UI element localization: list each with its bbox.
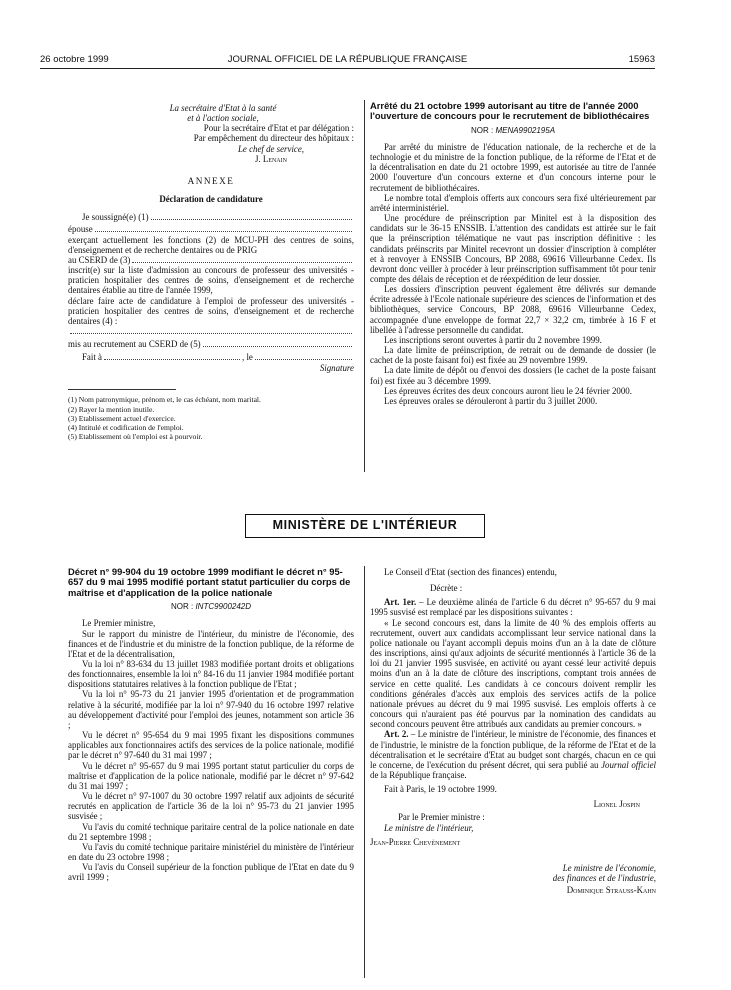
page-header [40, 54, 655, 68]
form-label: , le [242, 352, 253, 363]
paragraph: Vu la loi n° 95-73 du 21 janvier 1995 d'orientation et de programmation relative à la sécurité, modifiée par la loi n° 97-940 du 16 octobre 1997 relative au développement d'activité pour l'emploi des jeunes, notamment son article 36 ; [68, 689, 354, 730]
paragraph: Les dossiers d'inscription peuvent également être délivrés sur demande écrite adressée à l'Ecole nationale supérieure des sciences de l'information et des bibliothèques, service Concours, BP 2088, 69616 Villeurbanne Cedex, accompagnée d'une enveloppe de format 22,7 × 32,2 cm, timbrée à 16 F et libellée à l'adresse personnelle du candidat. [370, 284, 656, 335]
signature-line: Le ministre de l'économie, [562, 862, 656, 873]
article-label: Art. 2. [384, 729, 409, 740]
signature-label: Signature [319, 363, 354, 374]
fill-dots [104, 358, 240, 360]
header-rule [40, 68, 655, 69]
column-divider-top [364, 100, 365, 472]
column-divider-bottom [364, 566, 365, 978]
signature-line: Le ministre de l'intérieur, [384, 822, 474, 833]
form-line-spouse [68, 224, 354, 234]
nor-label: NOR : [470, 125, 494, 135]
paragraph: Sur le rapport du ministre de l'intérieur, du ministre de l'économie, des finances et de l'industrie et du ministre de la fonction publique, de la réforme de l'Etat et de la décentralisation, [68, 628, 354, 659]
form-line-cserd [68, 255, 354, 265]
candidature-section [68, 103, 354, 441]
form-line-recruitment [68, 339, 354, 349]
fait-a-paris: Fait à Paris, le 19 octobre 1999. [384, 784, 497, 795]
form-text-declaration: déclare faire acte de candidature à l'emploi de professeur des universités - praticien hospitalier des centres de soins, d'enseignement et de recherche dentaires (4) : [68, 295, 354, 326]
header-page-number: 15963 [628, 54, 655, 65]
decret-articles [370, 567, 656, 895]
article-text: – Le deuxième alinéa de l'article 6 du décret n° 95-657 du 9 mai 1995 susvisé est remplacé par les dispositions suivantes : [370, 597, 656, 618]
ministry-banner: MINISTÈRE DE L'INTÉRIEUR [245, 514, 485, 538]
form-label: épouse [68, 224, 93, 235]
nor-reference [370, 126, 656, 136]
article-label: Art. 1er. [384, 597, 417, 608]
paragraph: Le nombre total d'emplois offerts aux concours sera fixé ultérieurement par arrêté interministériel. [370, 192, 656, 213]
minister-name: Jean-Pierre Chevènement [370, 836, 461, 847]
paragraph: Vu l'avis du comité technique paritaire ministériel du ministère de l'intérieur en date du 23 octobre 1998 ; [68, 841, 354, 862]
nor-code: MENA9902195A [495, 125, 556, 135]
fill-dots [255, 358, 352, 360]
paragraph: Vu le décret n° 97-1007 du 30 octobre 1997 relatif aux adjoints de sécurité recrutés en application de l'article 36 de la loi n° 95-73 du 21 janvier 1995 susvisée ; [68, 791, 354, 822]
paragraph: Les inscriptions seront ouvertes à partir du 2 novembre 1999. [384, 334, 602, 345]
header-journal-title: JOURNAL OFFICIEL DE LA RÉPUBLIQUE FRANÇAISE [227, 54, 468, 65]
header-date: 26 octobre 1999 [40, 54, 109, 65]
form-line-place-date [68, 352, 354, 362]
paragraph: Par arrêté du ministre de l'éducation nationale, de la recherche et de la technologie et du ministre de la fonction publique, de la réforme de l'Etat et de la décentralisation en date du 21 octobre 1999, est autorisée au titre de l'année 2000 l'ouverture d'un concours externe et d'un concours interne pour le recrutement de bibliothécaires. [370, 141, 656, 193]
decret-police-nationale [68, 567, 354, 882]
signature-line: des finances et de l'industrie, [552, 873, 656, 884]
fill-dots [70, 332, 352, 334]
paragraph: La date limite de dépôt ou d'envoi des dossiers (le cachet de la poste faisant foi) est fixée au 3 décembre 1999. [370, 365, 656, 386]
signature-block [168, 103, 278, 123]
declaration-title: Déclaration de candidature [159, 194, 263, 205]
footnote: (4) Intitulé et codification de l'emploi. [68, 422, 184, 432]
form-line-name [68, 212, 354, 222]
nor-label: NOR : [170, 602, 194, 612]
form-label: Fait à [82, 352, 102, 363]
form-text-functions: exerçant actuellement les fonctions (2) de MCU-PH des centres de soins, d'enseignement et de recherche dentaires ou de PRIG [68, 234, 354, 255]
signature-line: Pour la secrétaire d'Etat et par délégation : [203, 123, 354, 134]
fill-dots [132, 261, 352, 263]
nor-reference [68, 602, 354, 612]
article-text: de la République française. [370, 769, 467, 780]
form-line-blank [68, 332, 354, 336]
paragraph: Une procédure de préinscription par Minitel est à la disposition des candidats sur le 36-15 ENSSIB. L'attention des candidats est attirée sur le fait que la préinscription télématique ne vaut pas inscription définitive : les candidats préinscrits par Minitel recevront un dossier d'inscription à compléter et à renvoyer à ENSSIB Concours, BP 2088, 69616 Villeurbanne Cedex. Ils devront donc veiller à procéder à leur préinscription suffisamment tôt pour tenir compte des délais de réception et de réexpédition de leur dossier. [370, 213, 656, 284]
form-text-listing: inscrit(e) sur la liste d'admission au concours de professeur des universités - praticien hospitalier des centres de soins, d'enseignement et de recherche dentaires établie au titre de l'année 1999, [68, 265, 354, 296]
paragraph: La date limite de préinscription, de retrait ou de demande de dossier (le cachet de la poste faisant foi) est fixée au 29 novembre 1999. [370, 345, 656, 366]
form-label: Je soussigné(e) (1) [82, 212, 149, 223]
article-text: – Le ministre de l'intérieur, le ministre de l'économie, des finances et de l'industrie, le ministre de la fonction publique, de la réforme de l'Etat et de la décentralisation et le secrétaire d'Etat au budget sont chargés, chacun en ce qui le concerne, de l'exécution du présent décret, qui sera publié au [370, 729, 656, 770]
signature-line: La secrétaire d'Etat à la santé [169, 103, 277, 113]
paragraph: Vu le décret n° 95-654 du 9 mai 1995 fixant les dispositions communes applicables aux fonctionnaires actifs des services de la police nationale, modifié par le décret n° 97-640 du 31 mai 1997 ; [68, 730, 354, 761]
fill-dots [151, 218, 352, 220]
signature-line: Par le Premier ministre : [398, 812, 485, 823]
paragraph: Vu le décret n° 95-657 du 9 mai 1995 portant statut particulier du corps de maîtrise et d'application de la police nationale, modifié par le décret n° 97-642 du 31 mai 1997 ; [68, 760, 354, 791]
arrete-bibliothecaires [370, 101, 656, 406]
signatory-name: J. Lenain [255, 153, 287, 164]
footnotes [68, 395, 354, 440]
article-1 [370, 597, 656, 617]
paragraph: Le Conseil d'Etat (section des finances) entendu, [384, 567, 557, 577]
signature-line: et à l'action sociale, [187, 113, 259, 124]
journal-officiel-ref: Journal officiel [601, 759, 656, 770]
minister-name: Dominique Strauss-Kahn [566, 885, 656, 896]
prime-minister-name: Lionel Jospin [593, 799, 640, 810]
paragraph: Vu la loi n° 83-634 du 13 juillet 1983 modifiée portant droits et obligations des fonctionnaires, ensemble la loi n° 84-16 du 11 janvier 1984 modifiée portant dispositions statutaires relatives à la fonction publique de l'Etat ; [68, 659, 354, 690]
notes-rule [68, 389, 176, 390]
footnote: (3) Etablissement actuel d'exercice. [68, 413, 176, 423]
decret-title: Décret n° 99-904 du 19 octobre 1999 modifiant le décret n° 95-657 du 9 mai 1995 modifié portant statut particulier du corps de maîtrise et d'application de la police nationale [68, 566, 351, 598]
paragraph: Le Premier ministre, [82, 618, 156, 629]
signature-line: Par empêchement du directeur des hôpitaux : [193, 133, 354, 144]
footnote: (2) Rayer la mention inutile. [68, 404, 155, 414]
form-label: mis au recrutement au CSERD de (5) [68, 338, 201, 349]
fill-dots [203, 345, 352, 347]
annexe-heading: ANNEXE [187, 175, 235, 186]
signature-line: Le chef de service, [237, 143, 305, 154]
paragraph: Vu l'avis du comité technique paritaire central de la police nationale en date du 21 septembre 1998 ; [68, 821, 354, 842]
arrete-title: Arrêté du 21 octobre 1999 autorisant au titre de l'année 2000 l'ouverture de concours pour le recrutement de bibliothécaires [370, 100, 650, 122]
article-quote: « Le second concours est, dans la limite de 40 % des emplois offerts au recrutement, ouvert aux candidats accomplissant leur service national dans la police nationale ou l'ayant accompli depuis moins d'un an à la date de clôture des inscriptions, ainsi qu'aux adjoints de sécurité mentionnés à l'article 36 de la loi du 21 janvier 1995 susvisée, en activité ou ayant cessé leur activité depuis moins d'un an à la date de clôture des inscriptions, comptant trois années de service en cette qualité. Les candidats à ce concours doivent remplir les conditions générales d'accès aux emplois des services actifs de la police nationale prévues au décret du 9 mai 1995 susvisé. Les emplois offerts à ce concours qui n'auraient pas été pourvus par la nomination des candidats au second concours peuvent être attribués aux candidats au premier concours. » [370, 617, 656, 730]
fill-dots [95, 230, 352, 232]
footnote: (1) Nom patronymique, prénom et, le cas échéant, nom marital. [68, 395, 261, 405]
form-label: au CSERD de (3) [68, 254, 131, 265]
decrete-label: Décrète : [430, 583, 463, 594]
paragraph: Vu l'avis du Conseil supérieur de la fonction publique de l'Etat en date du 9 avril 1999 ; [68, 862, 354, 883]
paragraph: Les épreuves écrites des deux concours auront lieu le 24 février 2000. [384, 385, 632, 396]
nor-code: INTC9900242D [195, 602, 252, 612]
footnote: (5) Etablissement où l'emploi est à pourvoir. [68, 431, 203, 441]
article-2 [370, 729, 656, 780]
paragraph: Les épreuves orales se dérouleront à partir du 3 juillet 2000. [384, 395, 598, 406]
